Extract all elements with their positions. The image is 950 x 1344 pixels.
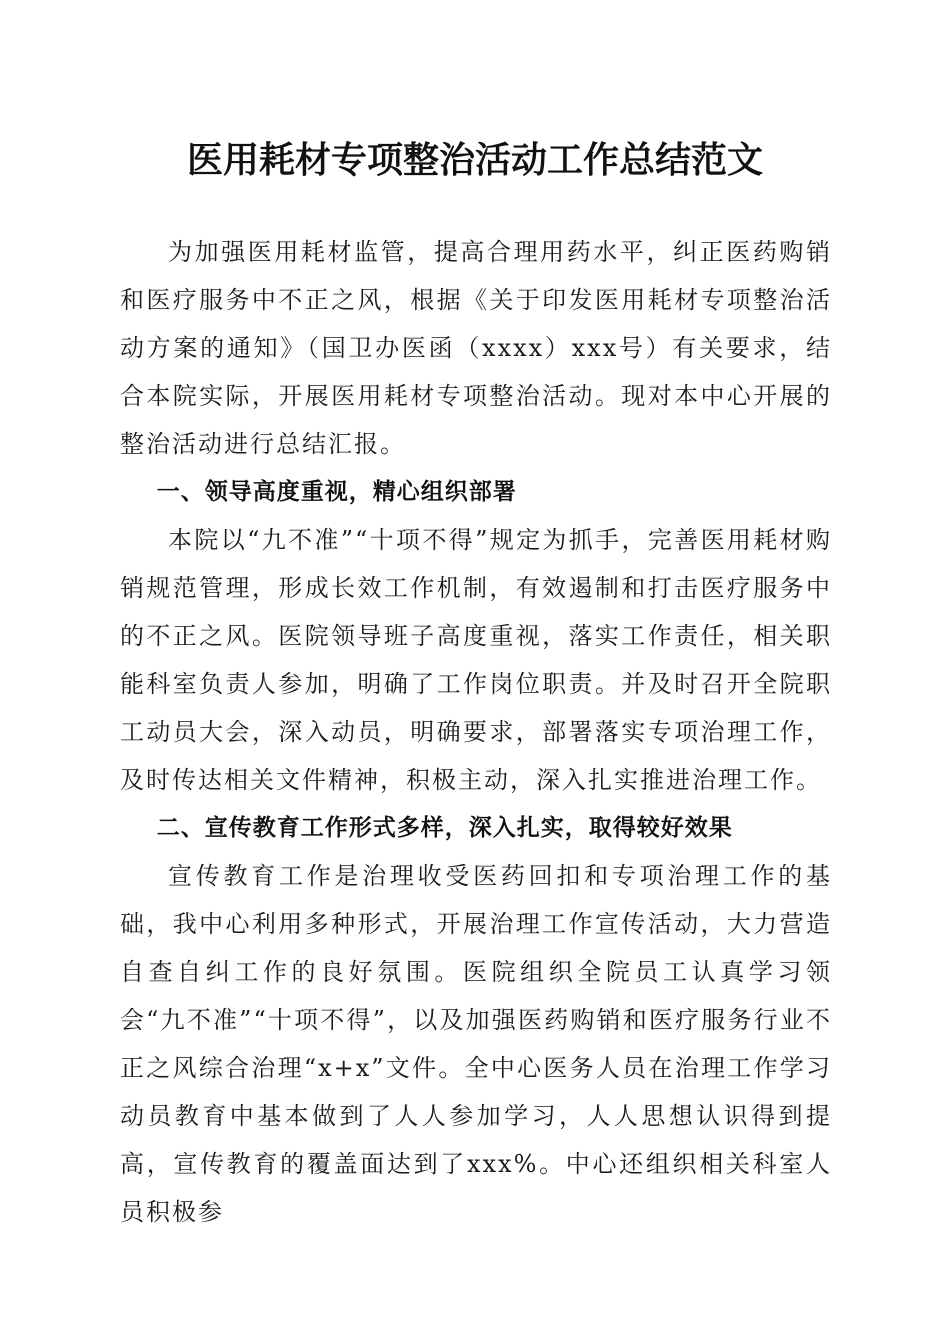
section-heading-1: 一、领导高度重视，精心组织部署: [156, 479, 517, 505]
section-paragraph-2: 宣传教育工作是治理收受医药回扣和专项治理工作的基础，我中心利用多种形式，开展治理工作宣传活动，大力营造自查自纠工作的良好氛围。医院组织全院员工认真学习领会“九不准”“十项不得”，以及加强医药购销和医疗服务行业不正之风综合治理“x+x”文件。全中心医务人员在治理工作学习动员教育中基本做到了人人参加学习，人人思想认识得到提高，宣传教育的覆盖面达到了xxx%。中心还组织相关科室人员积极参: [120, 862, 832, 1226]
section-paragraph-1: 本院以“九不准”“十项不得”规定为抓手，完善医用耗材购销规范管理，形成长效工作机制，有效遏制和打击医疗服务中的不正之风。医院领导班子高度重视，落实工作责任，相关职能科室负责人参加，明确了工作岗位职责。并及时召开全院职工动员大会，深入动员，明确要求，部署落实专项治理工作，及时传达相关文件精神，积极主动，深入扎实推进治理工作。: [120, 526, 832, 794]
document-title: 医用耗材专项整治活动工作总结范文: [186, 139, 763, 181]
section-heading-2: 二、宣传教育工作形式多样，深入扎实，取得较好效果: [156, 815, 733, 841]
intro-paragraph: 为加强医用耗材监管，提高合理用药水平，纠正医药购销和医疗服务中不正之风，根据《关于印发医用耗材专项整治活动方案的通知》（国卫办医函（xxxx）xxx号）有关要求，结合本院实际，开展医用耗材专项整治活动。现对本中心开展的整治活动进行总结汇报。: [120, 238, 832, 458]
document-body: [120, 228, 832, 1236]
